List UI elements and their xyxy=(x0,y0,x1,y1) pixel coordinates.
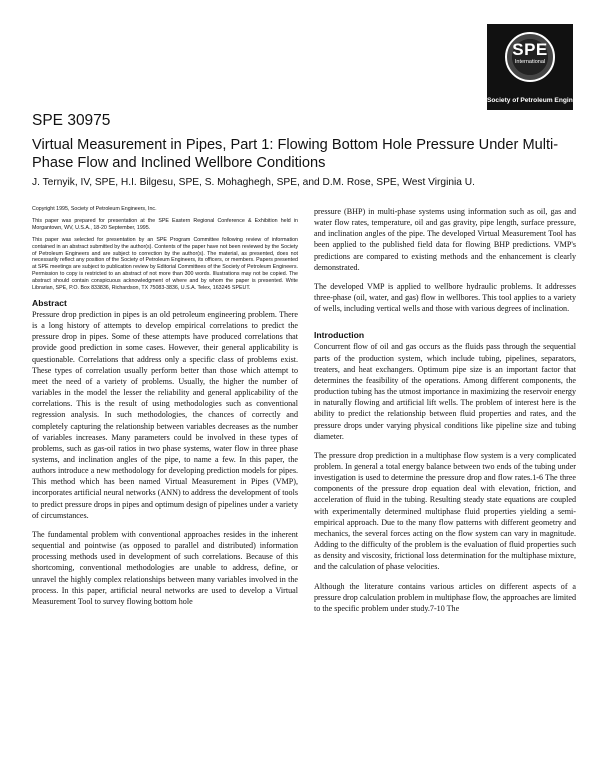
paper-id: SPE 30975 xyxy=(32,112,111,129)
abstract-paragraph: The developed VMP is applied to wellbore hydraulic problems. It addresses three-phase (oil, water, and gas) flow in wellbores. This tool applies to a variety of wells, including vertical wells and those with various degrees of inclination. xyxy=(314,281,576,314)
globe-icon xyxy=(505,32,555,82)
review-notice: This paper was selected for presentation by an SPE Program Committee following review of information contained in an abstract submitted by the author(s). Contents of the paper have not been reviewed by the Society of Petroleum Engineers and are subject to correction by the author(s). The material, as presented, does not necessarily reflect any position of the Society of Petroleum Engineers, its officers, or members. Papers presented at SPE meetings are subject to publication review by Editorial Committees of the Society of Petroleum Engineers. Permission to copy is restricted to an abstract of not more than 300 words. Illustrations may not be copied. The abstract should contain conspicuous acknowledgment of where and by whom the paper is presented. Write Librarian, SPE, P.O. Box 833836, Richardson, TX 75083-3836, U.S.A. Telex, 163245 SPEUT. xyxy=(32,236,298,292)
paper-title: Virtual Measurement in Pipes, Part 1: Flowing Bottom Hole Pressure Under Multi-Phase Flow and Inclined Wellbore Conditions xyxy=(32,137,559,171)
left-column xyxy=(32,206,298,615)
introduction-paragraph: Although the literature contains various articles on different aspects of a pressure drop calculation problem in multiphase flow, the approaches are limited to the specific problem under study.7-10 The xyxy=(314,581,576,613)
paper-authors: J. Ternyik, IV, SPE, H.I. Bilgesu, SPE, S. Mohaghegh, SPE, and D.M. Rose, SPE, West Virginia U. xyxy=(32,177,475,188)
copyright-notice: Copyright 1995, Society of Petroleum Engineers, Inc. xyxy=(32,206,157,212)
right-column xyxy=(314,206,576,622)
abstract-paragraph: pressure (BHP) in multi-phase systems using information such as oil, gas and water flow rates, temperature, oil and gas gravity, pipe length, surface pressure, and inclination angles of the pipe. The developed Virtual Measurement Tool has been applied to the published field data for flowing BHP predictions. VMP's predictions are compared to existing methods and the enhancement is clearly demonstrated. xyxy=(314,207,576,272)
abstract-heading: Abstract xyxy=(32,297,67,308)
society-name: Society of Petroleum Engineers xyxy=(487,97,587,104)
introduction-paragraph: The pressure drop prediction in a multiphase flow system is a very complicated problem. In general a total energy balance between two ends of the tubing under investigation is used to determine the pressure drop and flow rates.1-6 The three components of the pressure drop equation deal with elevation, friction, and acceleration of fluid in the tubing. Resulting steady state equations are coupled with experimentally determined multiphase fluid properties yielding a semi-empirical approach. Due to the many flow patterns with different geometry and mechanics, the several forces acting on the flow system can vary in magnitude. Adding to the difficulty of the problem is the evaluation of fluid properties such as density and viscosity, frictional loss determination for the multiphase mixture, and the calculation of phase velocities. xyxy=(314,450,576,572)
abstract-paragraph: Pressure drop prediction in pipes is an old petroleum engineering problem. There is a long history of attempts to develop empirical correlations to predict the pressure drop in pipes. Some of these attempts have produced correlations that provide good prediction in some cases. However, their general applicability is questionable. Correlations that address only a specific class of problems exist. These types of correlation usually perform better than those which attempt to meet the need of a variety of problems. Usually, the higher the number of variables in the model the lesser the reliability and general applicability of the correlations. This is the result of using methodologies such as conventional regression analysis. In such methodologies, the chances of correctly and completely capturing the relationship between variables decreases as the number of variables increases. Many parameters could be involved in these types of problems, such as gas-oil ratios in two phase systems, water flow in three phase systems, and inclination angles of the pipe, to name a few. In this paper, the authors introduce a new methodology for developing prediction models for pipes. This method which has been named Virtual Measurement in Pipes (VMP), incorporates artificial neural networks (ANN) to address the development of tools to predict pressure drops in pipes and optimum design of pipelines under a variety of circumstances. xyxy=(32,309,298,520)
spe-logo xyxy=(487,24,587,110)
introduction-heading: Introduction xyxy=(314,330,365,341)
introduction-paragraph: Concurrent flow of oil and gas occurs as the fluids pass through the sequential parts of the production system, which include tubing, pipelines, separators, treaters, and heat exchangers. Optimum pipe size is an important factor that determines the feasibility of the operations. Among different components, the production tubing has the utmost importance in maximizing the reservoir energy in naturally flowing and artificial lift wells. The problem of interest here is the ability to predict the relationship between fluid properties and rates, and the pressure drops under varying physical conditions like pipeline size and tubing diameter. xyxy=(314,342,576,441)
logo-ring-text: International xyxy=(514,59,546,65)
abstract-paragraph: The fundamental problem with conventional approaches resides in the inherent sequential and pointwise (as opposed to parallel and distributed) information processing methods used in development of such correlations. Because of this shortcoming, conventional methodologies are unable to address, define, or unravel the highly complex relationships between many variables involved in the process. In this paper, artificial neural networks are used to develop a Virtual Measurement Tool to survey flowing bottom hole xyxy=(32,529,298,606)
logo-main-text: SPE xyxy=(512,40,548,59)
conference-notice: This paper was prepared for presentation at the SPE Eastern Regional Conference & Exhibition held in Morgantown, WV, U.S.A., 18-20 September, 1995. xyxy=(32,217,298,231)
